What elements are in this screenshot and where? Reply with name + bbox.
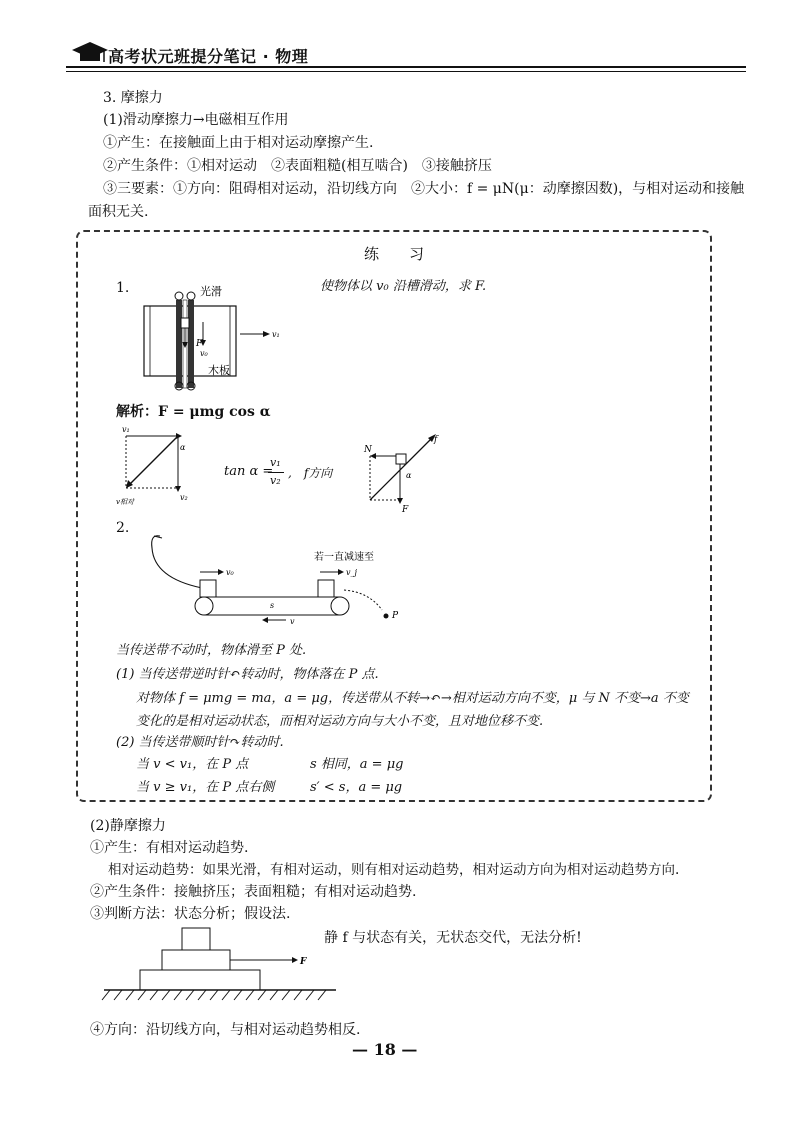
force-alpha-label: α <box>406 471 412 480</box>
q2-s-label: s <box>270 601 275 610</box>
q2-P-label: P <box>392 611 399 621</box>
q2-line-6a: 当 v < v₁，在 P 点 <box>136 757 249 772</box>
q1-diagram <box>130 282 300 394</box>
q2-line-5: (2) 当传送带顺时针↷转动时. <box>116 735 284 750</box>
vel-v1-label: v₁ <box>122 425 130 434</box>
static-line-1: ①产生：有相对运动趋势. <box>90 840 249 856</box>
tan-numerator: v₁ <box>270 456 281 469</box>
vel-alpha-label: α <box>180 443 186 452</box>
static-line-2: 相对运动趋势：如果光滑，有相对运动，则有相对运动趋势，相对运动方向为相对运动趋势方向. <box>108 862 680 878</box>
page-number: — 18 — <box>352 1040 418 1059</box>
q1-F-label: F <box>196 339 203 349</box>
q2-line-4: 变化的是相对运动状态，而相对运动方向与大小不变，且对地位移不变. <box>136 714 544 729</box>
static-note: 静 f 与状态有关，无状态交代，无法分析! <box>324 930 582 946</box>
practice-title: 练 习 <box>364 245 425 263</box>
vel-vrel-label: v相对 <box>116 498 134 506</box>
q1-text: 使物体以 v₀ 沿槽滑动，求 F. <box>320 279 487 294</box>
sliding-line-1: ①产生：在接触面上由于相对运动摩擦产生. <box>103 135 374 151</box>
force-F-label: F <box>402 505 409 514</box>
q2-line-2: (1) 当传送带逆时针↶转动时，物体落在 P 点. <box>116 667 379 682</box>
solution-line: 解析：F = μmg cos α <box>116 404 271 420</box>
q1-smooth-label: 光滑 <box>200 285 222 298</box>
tan-rhs: , f方向 <box>288 466 333 480</box>
header-rule <box>66 66 746 68</box>
section-heading: 3. 摩擦力 <box>103 90 163 106</box>
q2-v-label: v <box>290 617 295 626</box>
q1-number: 1. <box>116 280 130 296</box>
force-f-label: f <box>434 435 438 445</box>
sliding-friction-title: (1)滑动摩擦力→电磁相互作用 <box>103 112 289 128</box>
static-line-4: ③判断方法：状态分析；假设法. <box>90 906 291 922</box>
q2-line-7a: 当 v ≥ v₁，在 P 点右侧 <box>136 780 275 795</box>
static-line-3: ②产生条件：接触挤压；表面粗糙；有相对运动趋势. <box>90 884 417 900</box>
tan-denominator: v₂ <box>270 474 281 487</box>
static-block-diagram <box>100 924 340 1014</box>
graduation-cap-icon <box>70 40 110 66</box>
conveyor-diagram <box>144 528 414 628</box>
q2-line-7b: s′ < s，a = μg <box>310 780 403 795</box>
q1-v1-label: v₁ <box>272 330 280 339</box>
vel-v2-label: v₂ <box>180 493 188 502</box>
sliding-line-4: 面积无关. <box>88 204 149 220</box>
q2-number: 2. <box>116 520 130 536</box>
static-F-label: F <box>300 957 307 967</box>
sliding-line-2: ②产生条件：①相对运动 ②表面粗糙(相互啮合) ③接触挤压 <box>103 158 492 174</box>
tan-lhs: tan α = <box>224 464 274 479</box>
header-rule-thin <box>66 71 746 72</box>
q2-decelerate-label: 若一直减速至 <box>314 552 374 563</box>
q2-line-1: 当传送带不动时，物体滑至 P 处. <box>116 643 307 658</box>
force-diagram <box>360 428 444 514</box>
sliding-line-3: ③三要素：①方向：阻碍相对运动，沿切线方向 ②大小：f = μN(μ：动摩擦因数)，与相对运动和接触 <box>103 181 745 197</box>
q2-line-3: 对物体 f = μmg = ma，a = μg，传送带从不转→↶→相对运动方向不变，μ 与 N 不变→a 不变 <box>136 691 689 706</box>
q2-vj-label: v_j <box>346 568 357 577</box>
q1-board-label: 木板 <box>208 364 230 377</box>
static-title: (2)静摩擦力 <box>90 818 166 834</box>
force-N-label: N <box>364 445 372 455</box>
velocity-diagram <box>116 422 196 508</box>
header-title: 高考状元班提分笔记 · 物理 <box>108 47 309 66</box>
q2-v0-label: v₀ <box>226 568 234 577</box>
q2-line-6b: s 相同，a = μg <box>310 757 404 772</box>
q1-v0-label: v₀ <box>200 349 208 358</box>
static-line-5: ④方向：沿切线方向，与相对运动趋势相反. <box>90 1022 361 1038</box>
